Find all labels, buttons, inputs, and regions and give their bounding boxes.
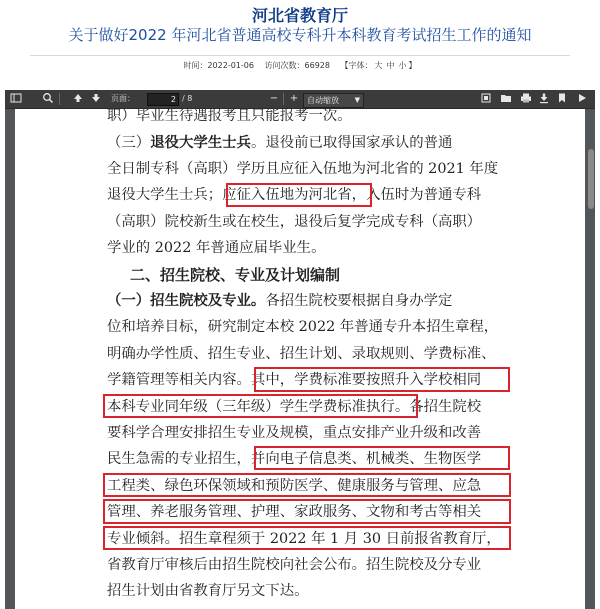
highlight-box — [103, 394, 418, 418]
sidebar-toggle-icon[interactable] — [9, 92, 23, 106]
doc-line: 本科专业同年级（三年级）学生学费标准执行。各招生院校 — [107, 399, 482, 415]
doc-line: 职）毕业生待遇报考且只能报考一次。 — [107, 109, 352, 124]
highlight-box — [226, 183, 372, 207]
header-divider — [30, 55, 570, 56]
highlight-box — [103, 526, 511, 550]
page-total: / 8 — [182, 94, 193, 103]
doc-line: 退役大学生士兵；应征入伍地为河北省，入伍时为普通专科 — [107, 187, 482, 203]
doc-line: 工程类、绿色环保领域和预防医学、健康服务与管理、应急 — [107, 478, 482, 494]
visit-count: 访问次数：66928 — [264, 61, 330, 70]
toolbar-separator — [283, 93, 284, 105]
font-size-control: 【字体： 大 中 小 】 — [340, 61, 417, 70]
open-file-icon[interactable] — [499, 92, 513, 106]
doc-line: （高职）院校新生或在校生，退役后复学完成专科（高职） — [107, 214, 482, 230]
chevron-down-icon: ▼ — [354, 96, 360, 104]
article-meta — [0, 60, 600, 71]
article-title: 关于做好2022 年河北省普通高校专科升本科教育考试招生工作的通知 — [68, 26, 532, 44]
fullscreen-icon[interactable] — [479, 92, 493, 106]
print-icon[interactable] — [519, 92, 533, 106]
doc-line: 位和培养目标，研究制定本校 2022 年普通专升本招生章程， — [107, 319, 499, 335]
doc-line: （一）招生院校及专业。各招生院校要根据自身办学定 — [107, 292, 453, 309]
page-up-icon[interactable] — [71, 92, 85, 106]
scroll-thumb[interactable] — [588, 149, 594, 209]
highlight-box — [254, 446, 510, 470]
highlight-box — [103, 499, 511, 524]
doc-line: 招生计划由省教育厅另文下达。 — [107, 583, 309, 599]
pdf-toolbar — [5, 90, 595, 109]
download-icon[interactable] — [537, 92, 551, 106]
vertical-scrollbar[interactable] — [587, 109, 595, 609]
doc-line: 全日制专科（高职）学历且应征入伍地为河北省的 2021 年度 — [107, 161, 499, 177]
doc-line: 民生急需的专业招生，并向电子信息类、机械类、生物医学 — [107, 451, 482, 467]
font-small-link[interactable]: 小 — [398, 61, 407, 70]
doc-line: 要科学合理安排招生专业及规模，重点安排产业升级和改善 — [107, 425, 482, 441]
page-header — [0, 0, 600, 90]
font-large-link[interactable]: 大 — [374, 61, 383, 70]
page-number-input[interactable] — [147, 93, 179, 106]
pdf-viewer — [5, 90, 595, 609]
doc-line: （三）退役大学生士兵。退役前已取得国家承认的普通 — [107, 134, 453, 151]
page-label: 页面： — [111, 94, 135, 103]
toolbar-separator — [59, 93, 60, 105]
site-title: 河北省教育厅 — [251, 6, 348, 25]
bookmark-icon[interactable] — [555, 92, 569, 106]
doc-line: 学籍管理等相关内容。其中，学费标准要按照升入学校相同 — [107, 372, 482, 388]
publish-date: 时间：2022-01-06 — [183, 61, 254, 70]
doc-line: 省教育厅审核后由招生院校向社会公布。招生院校及分专业 — [107, 557, 482, 573]
section-heading: 二、招生院校、专业及计划编制 — [130, 266, 341, 284]
tools-icon[interactable] — [575, 92, 589, 106]
doc-line: 学业的 2022 年普通应届毕业生。 — [107, 240, 326, 256]
zoom-select[interactable] — [303, 93, 364, 108]
highlight-box — [254, 367, 510, 392]
pdf-page — [15, 109, 585, 609]
doc-line: 专业倾斜。招生章程须于 2022 年 1 月 30 日前报省教育厅， — [107, 531, 501, 547]
zoom-out-button[interactable]: − — [269, 93, 279, 104]
font-medium-link[interactable]: 中 — [386, 61, 395, 70]
zoom-in-button[interactable]: + — [289, 93, 299, 104]
doc-line: 管理、养老服务管理、护理、家政服务、文物和考古等相关 — [107, 504, 482, 520]
zoom-value: 自动缩放 — [307, 96, 339, 105]
highlight-box — [103, 473, 511, 497]
search-icon[interactable] — [41, 92, 55, 106]
page-down-icon[interactable] — [89, 92, 103, 106]
doc-line: 明确办学性质、招生专业、招生计划、录取规则、学费标准、 — [107, 346, 496, 362]
